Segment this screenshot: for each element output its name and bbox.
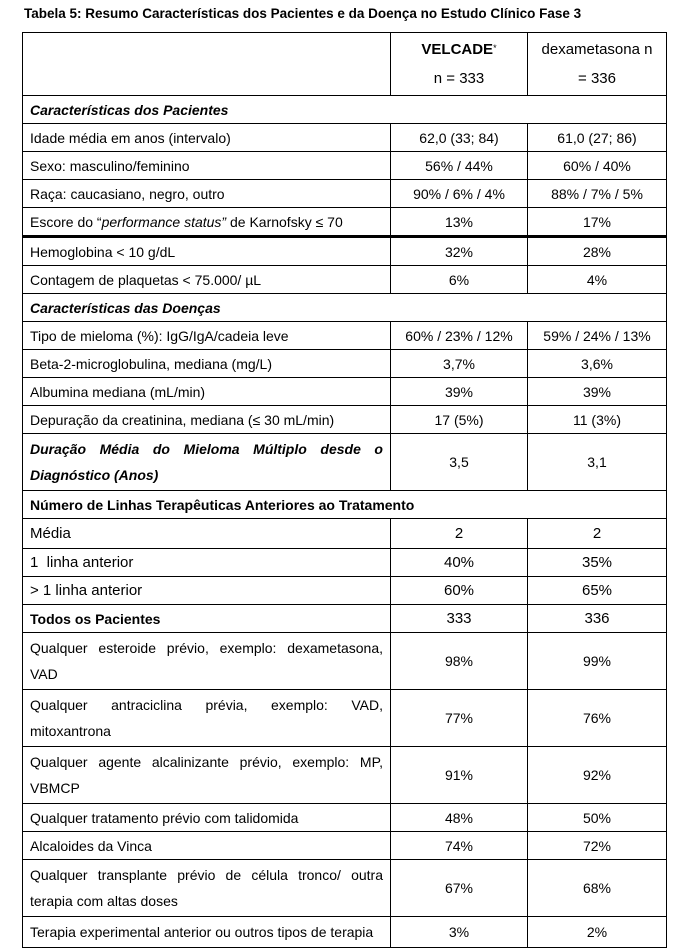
section-patient-characteristics: Características dos Pacientes bbox=[23, 96, 667, 124]
dexametasona-n: = 336 bbox=[578, 70, 616, 87]
row-label bbox=[23, 208, 391, 237]
velcade-value: 74% bbox=[391, 832, 528, 860]
dexametasona-value: 65% bbox=[528, 577, 667, 605]
table-row bbox=[23, 860, 667, 917]
velcade-value: 60% bbox=[391, 577, 528, 605]
dexametasona-value: 92% bbox=[528, 747, 667, 804]
header-velcade bbox=[391, 33, 528, 96]
table-header-row bbox=[23, 33, 667, 96]
table-row bbox=[23, 690, 667, 747]
row-label: Idade média em anos (intervalo) bbox=[23, 124, 391, 152]
row-label: Qualquer antraciclina prévia, exemplo: VAD, mitoxantrona bbox=[23, 690, 391, 747]
row-label: Sexo: masculino/feminino bbox=[23, 152, 391, 180]
row-label: Terapia experimental anterior ou outros tipos de terapia bbox=[23, 917, 391, 948]
dexametasona-value: 2% bbox=[528, 917, 667, 948]
table-row bbox=[23, 180, 667, 208]
velcade-value: 67% bbox=[391, 860, 528, 917]
row-label: 1 linha anterior bbox=[23, 549, 391, 577]
table-row bbox=[23, 605, 667, 633]
label-suffix: de Karnofsky ≤ 70 bbox=[226, 213, 343, 230]
table-row bbox=[23, 747, 667, 804]
dexametasona-value: 3,6% bbox=[528, 350, 667, 378]
section-row bbox=[23, 294, 667, 322]
row-label: Tipo de mieloma (%): IgG/IgA/cadeia leve bbox=[23, 322, 391, 350]
table-row bbox=[23, 378, 667, 406]
dexametasona-value: 3,1 bbox=[528, 434, 667, 491]
table-row bbox=[23, 832, 667, 860]
velcade-value: 48% bbox=[391, 804, 528, 832]
row-label: Qualquer agente alcalinizante prévio, exemplo: MP, VBMCP bbox=[23, 747, 391, 804]
velcade-value: 2 bbox=[391, 519, 528, 549]
velcade-value: 98% bbox=[391, 633, 528, 690]
velcade-name: VELCADE bbox=[421, 41, 494, 58]
table-row bbox=[23, 322, 667, 350]
table-row bbox=[23, 350, 667, 378]
table-row bbox=[23, 804, 667, 832]
velcade-value: 56% / 44% bbox=[391, 152, 528, 180]
velcade-value: 77% bbox=[391, 690, 528, 747]
velcade-value: 3,5 bbox=[391, 434, 528, 491]
table-row bbox=[23, 577, 667, 605]
velcade-value: 40% bbox=[391, 549, 528, 577]
dexametasona-value: 17% bbox=[528, 208, 667, 237]
velcade-value: 60% / 23% / 12% bbox=[391, 322, 528, 350]
header-dexametasona bbox=[528, 33, 667, 96]
row-label: Depuração da creatinina, mediana (≤ 30 mL/min) bbox=[23, 406, 391, 434]
row-label: Média bbox=[23, 519, 391, 549]
section-row bbox=[23, 96, 667, 124]
row-label-myeloma-duration: Duração Média do Mieloma Múltiplo desde o Diagnóstico (Anos) bbox=[23, 434, 391, 491]
label-emphasis: performance status” bbox=[101, 213, 227, 230]
velcade-value: 17 (5%) bbox=[391, 406, 528, 434]
velcade-value: 62,0 (33; 84) bbox=[391, 124, 528, 152]
dexametasona-value: 39% bbox=[528, 378, 667, 406]
row-label: Qualquer esteroide prévio, exemplo: dexametasona, VAD bbox=[23, 633, 391, 690]
row-label: Qualquer tratamento prévio com talidomida bbox=[23, 804, 391, 832]
section-prior-lines: Número de Linhas Terapêuticas Anteriores ao Tratamento bbox=[23, 491, 667, 519]
velcade-value: 39% bbox=[391, 378, 528, 406]
label-prefix: Escore do “ bbox=[30, 213, 102, 230]
dexametasona-value: 99% bbox=[528, 633, 667, 690]
velcade-n: n = 333 bbox=[433, 70, 485, 87]
table-caption: Tabela 5: Resumo Características dos Pacientes e da Doença no Estudo Clínico Fase 3 bbox=[24, 6, 582, 21]
velcade-value: 333 bbox=[391, 605, 528, 633]
dexametasona-value: 60% / 40% bbox=[528, 152, 667, 180]
row-label: Qualquer transplante prévio de célula tronco/ outra terapia com altas doses bbox=[23, 860, 391, 917]
table-row bbox=[23, 152, 667, 180]
patient-characteristics-table bbox=[22, 32, 667, 948]
section-disease-characteristics: Características das Doenças bbox=[23, 294, 667, 322]
dexametasona-name: dexametasona n bbox=[541, 41, 653, 58]
table-row bbox=[23, 434, 667, 491]
header-empty-cell bbox=[23, 33, 391, 96]
row-label: Beta-2-microglobulina, mediana (mg/L) bbox=[23, 350, 391, 378]
dexametasona-value: 61,0 (27; 86) bbox=[528, 124, 667, 152]
dexametasona-value: 59% / 24% / 13% bbox=[528, 322, 667, 350]
table-row bbox=[23, 124, 667, 152]
velcade-value: 6% bbox=[391, 266, 528, 294]
table-row bbox=[23, 237, 667, 266]
dexametasona-value: 4% bbox=[528, 266, 667, 294]
velcade-value: 91% bbox=[391, 747, 528, 804]
dexametasona-value: 88% / 7% / 5% bbox=[528, 180, 667, 208]
dexametasona-value: 28% bbox=[528, 237, 667, 266]
table-row bbox=[23, 266, 667, 294]
velcade-value: 90% / 6% / 4% bbox=[391, 180, 528, 208]
table-row bbox=[23, 633, 667, 690]
row-label: > 1 linha anterior bbox=[23, 577, 391, 605]
row-label: Raça: caucasiano, negro, outro bbox=[23, 180, 391, 208]
dexametasona-value: 72% bbox=[528, 832, 667, 860]
table-row bbox=[23, 208, 667, 237]
row-label-all-patients: Todos os Pacientes bbox=[23, 605, 391, 633]
table-row bbox=[23, 519, 667, 549]
dexametasona-value: 2 bbox=[528, 519, 667, 549]
row-label: Alcaloides da Vinca bbox=[23, 832, 391, 860]
velcade-asterisk: * bbox=[493, 43, 497, 53]
dexametasona-value: 35% bbox=[528, 549, 667, 577]
section-row bbox=[23, 491, 667, 519]
velcade-value: 13% bbox=[391, 208, 528, 237]
dexametasona-value: 11 (3%) bbox=[528, 406, 667, 434]
table-row bbox=[23, 406, 667, 434]
velcade-value: 32% bbox=[391, 237, 528, 266]
dexametasona-value: 76% bbox=[528, 690, 667, 747]
row-label: Hemoglobina < 10 g/dL bbox=[23, 237, 391, 266]
dexametasona-value: 50% bbox=[528, 804, 667, 832]
velcade-value: 3,7% bbox=[391, 350, 528, 378]
row-label: Contagem de plaquetas < 75.000/ µL bbox=[23, 266, 391, 294]
dexametasona-value: 68% bbox=[528, 860, 667, 917]
table-row bbox=[23, 549, 667, 577]
row-label: Albumina mediana (mL/min) bbox=[23, 378, 391, 406]
table-row bbox=[23, 917, 667, 948]
velcade-value: 3% bbox=[391, 917, 528, 948]
dexametasona-value: 336 bbox=[528, 605, 667, 633]
